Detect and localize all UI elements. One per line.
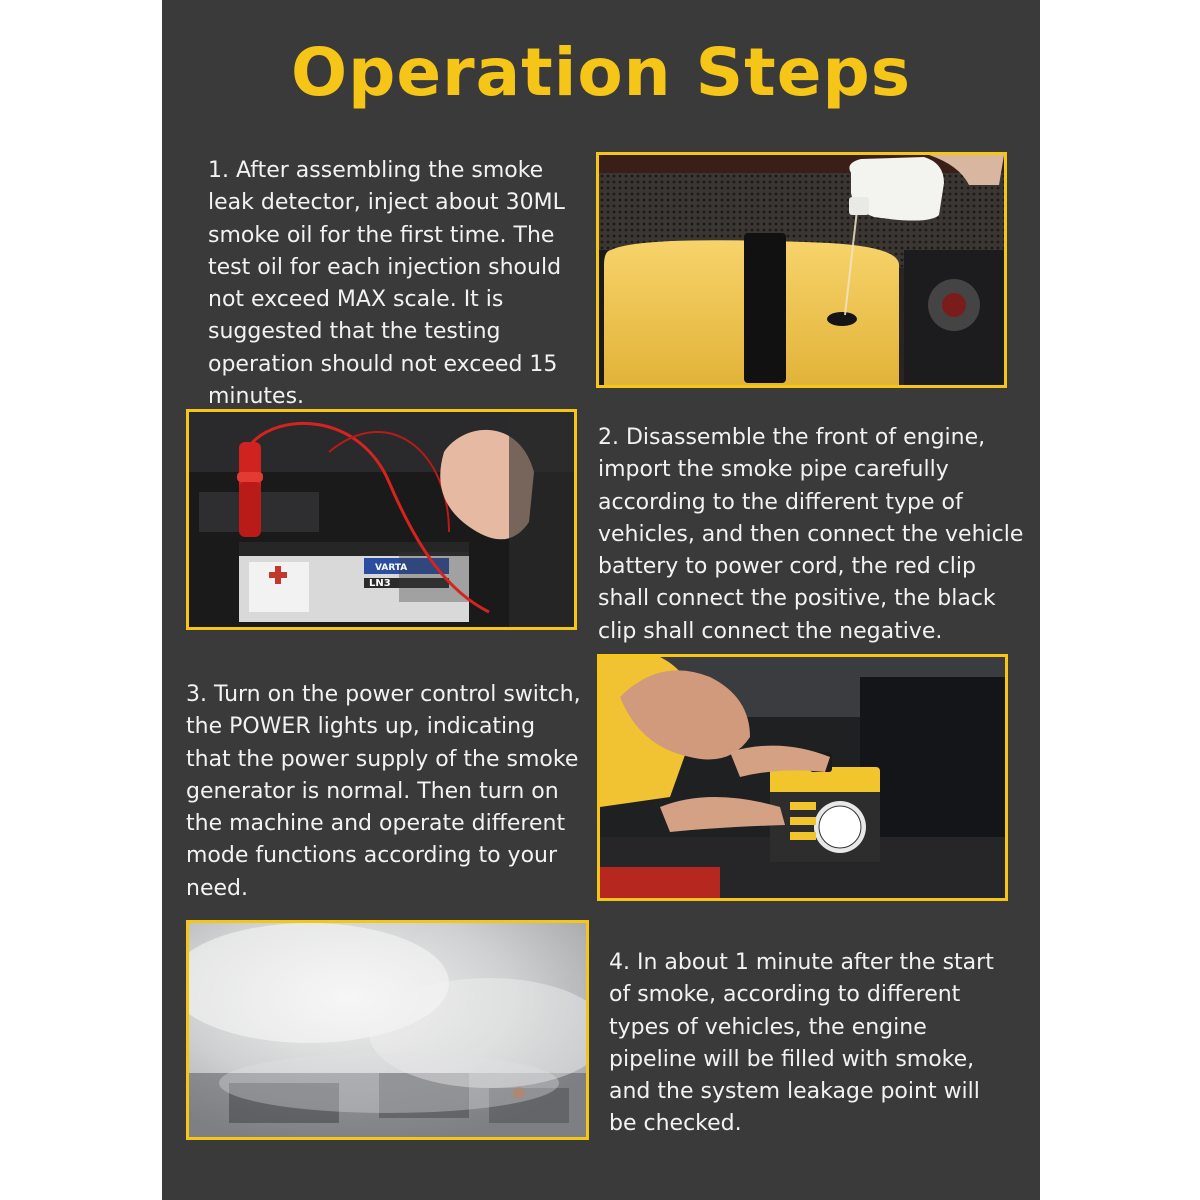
battery-model-label: LN3: [369, 578, 391, 589]
step-4-photo: [186, 920, 589, 1140]
step-1-photo: [596, 152, 1007, 388]
battery-brand-label: VARTA: [375, 563, 408, 573]
step-2-text: 2. Disassemble the front of engine, import the smoke pipe carefully according to the different type of vehicles, and then connect the vehicle battery to power cord, the red clip shall connect the positive, the black clip shall connect the negative.: [598, 425, 1024, 644]
step-3-photo: [597, 654, 1008, 901]
step-3-text: 3. Turn on the power control switch, the POWER lights up, indicating that the power supply of the smoke generator is normal. Then turn on the machine and operate different mode functions according to your need.: [186, 682, 581, 901]
step-2-photo: [186, 409, 577, 630]
step-4-text: 4. In about 1 minute after the start of smoke, according to different types of vehicles, the engine pipeline will be filled with smoke, and the system leakage point will be checked.: [609, 950, 994, 1137]
page-title: Operation Steps: [290, 34, 912, 111]
step-1-text: 1. After assembling the smoke leak detector, inject about 30ML smoke oil for the first time. The test oil for each injection should not exceed MAX scale. It is suggested that the testing operation should not exceed 15 minutes.: [208, 158, 565, 410]
